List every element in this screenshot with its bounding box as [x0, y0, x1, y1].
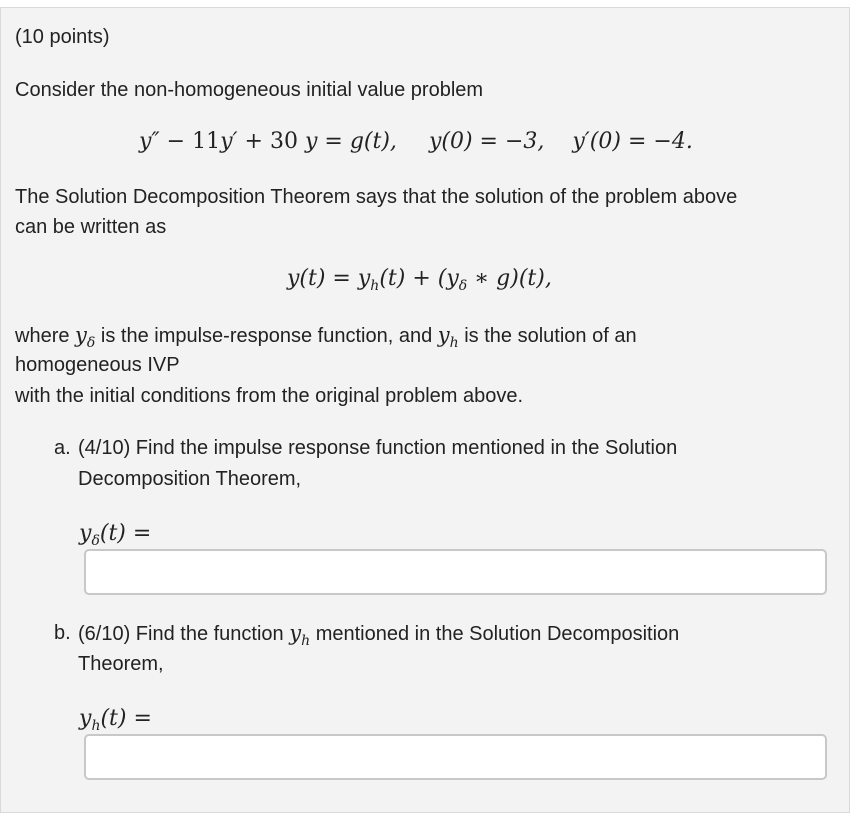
- ode-minus: −: [166, 129, 186, 154]
- question-panel: [0, 7, 850, 813]
- y-symbol: y: [437, 323, 450, 347]
- homogeneous-line: homogeneous IVP: [15, 354, 180, 376]
- y-symbol: y: [79, 706, 92, 731]
- part-a-line-2: Decomposition Theorem,: [78, 468, 302, 490]
- part-b-line-2: Theorem,: [78, 653, 164, 675]
- ode-y-double-prime: y″: [139, 129, 160, 154]
- y-symbol: y: [289, 621, 302, 645]
- decomposition-formula: [287, 264, 552, 301]
- y-h-inline: [289, 621, 311, 649]
- y-delta-inline: [75, 323, 96, 351]
- ode-coef-1: 11: [192, 129, 221, 154]
- y-h-inline: [437, 323, 459, 351]
- delta-subscript: δ: [91, 533, 100, 549]
- ode-y: y: [304, 129, 318, 154]
- formula-mid: (t) + (: [379, 266, 447, 291]
- part-b-line-1-pre: (6/10) Find the function: [78, 623, 290, 645]
- formula-lhs: y(t) =: [287, 266, 358, 291]
- part-a-marker: a.: [54, 437, 71, 459]
- points-label: (10 points): [15, 26, 110, 48]
- y-symbol: y: [79, 521, 92, 546]
- formula-end: )(t),: [510, 266, 552, 291]
- delta-subscript: δ: [86, 335, 96, 351]
- ode-initial-condition-2: y′(0) = −4.: [572, 129, 693, 154]
- theorem-line-1: The Solution Decomposition Theorem says that the solution of the problem above: [15, 186, 738, 208]
- h-subscript: h: [301, 633, 311, 649]
- part-a-answer-input[interactable]: [84, 549, 827, 595]
- t-equals: (t) =: [99, 521, 152, 546]
- theorem-line-2: can be written as: [15, 216, 167, 238]
- part-b-answer-input[interactable]: [84, 734, 827, 780]
- formula-yh: y: [357, 266, 371, 291]
- ode-coef-2: 30: [269, 129, 298, 154]
- formula-ydelta: y: [446, 266, 459, 291]
- part-b-line-1: [78, 618, 679, 657]
- ode-plus: +: [244, 129, 263, 154]
- part-b-line-1-post: mentioned in the Solution Decomposition: [310, 623, 680, 645]
- h-subscript: h: [91, 718, 101, 734]
- where-post: is the solution of an: [458, 325, 637, 347]
- part-a-line-1: (4/10) Find the impulse response function mentioned in the Solution: [78, 437, 678, 459]
- where-pre: where: [15, 325, 76, 347]
- y-symbol: y: [75, 323, 87, 347]
- formula-convolution: ∗: [467, 266, 497, 291]
- ode-initial-condition-1: y(0) = −3,: [428, 129, 545, 154]
- formula-g: g: [496, 266, 511, 291]
- ode-y-prime: y′: [220, 129, 238, 154]
- h-subscript: h: [449, 335, 459, 351]
- formula-delta-subscript: δ: [458, 278, 468, 294]
- ode-equals: =: [324, 129, 343, 154]
- intro-text: Consider the non-homogeneous initial value problem: [15, 79, 484, 101]
- ode-equation: [139, 127, 693, 157]
- where-mid: is the impulse-response function, and: [95, 325, 438, 347]
- t-equals: (t) =: [100, 706, 152, 731]
- ode-g-t: g(t),: [349, 129, 397, 154]
- part-b-marker: b.: [54, 622, 71, 644]
- initial-conditions-line: with the initial conditions from the original problem above.: [15, 385, 524, 407]
- formula-h-subscript: h: [370, 278, 380, 294]
